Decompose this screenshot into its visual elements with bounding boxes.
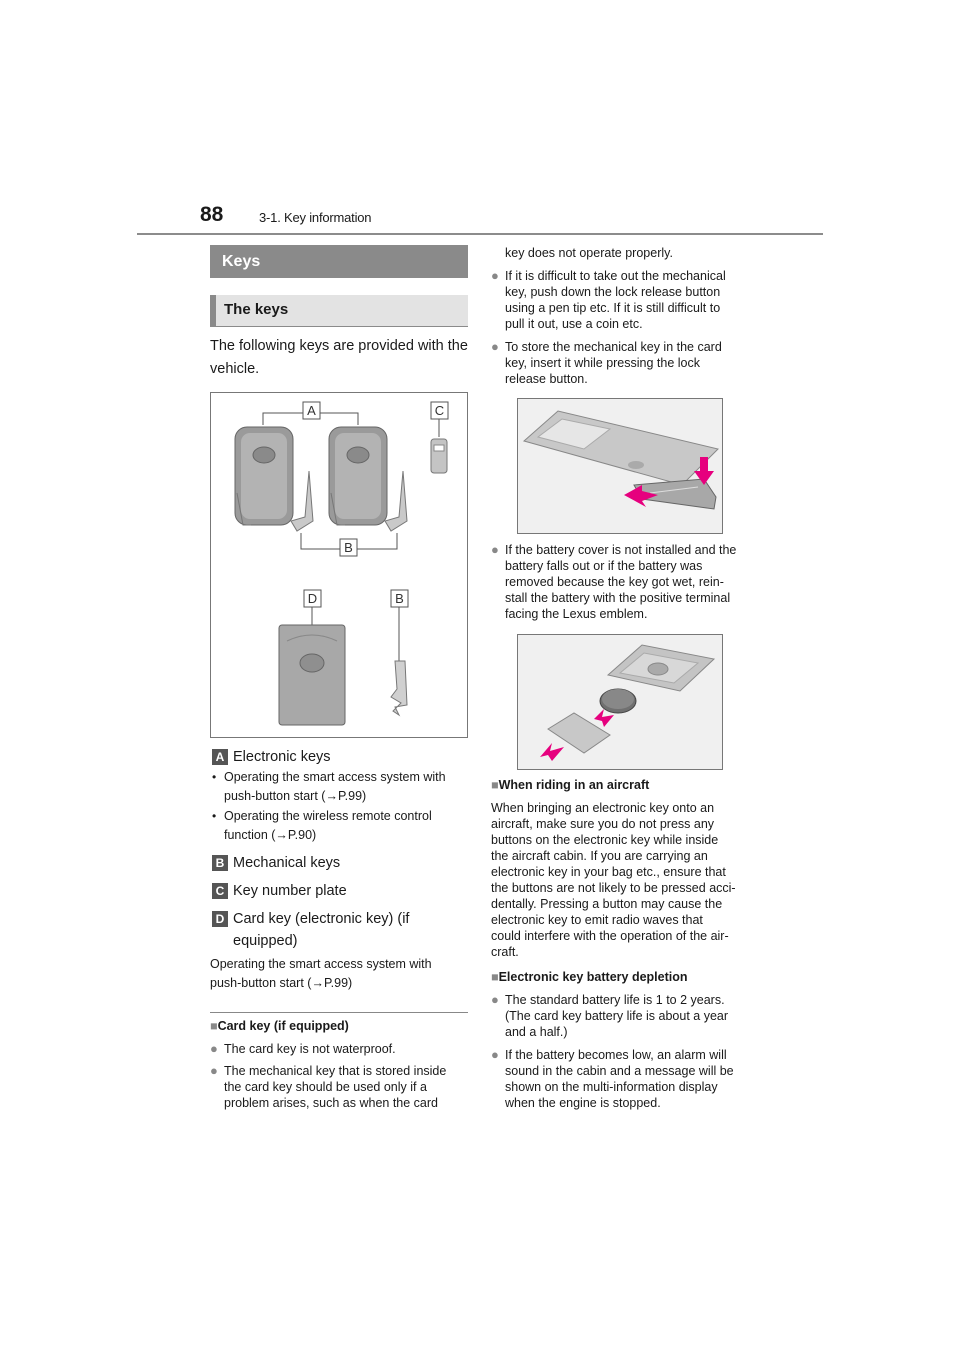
legend-label-d: Card key (electronic key) (if (233, 911, 410, 927)
release-line4: pull it out, use a coin etc. (505, 317, 643, 331)
aircraft-line5: electronic key in your bag etc., ensure that (491, 865, 726, 879)
mechanical-key-card (391, 661, 407, 715)
legend-badge-d: D (212, 911, 228, 927)
battery-line4: stall the battery with the positive terminal (505, 591, 731, 605)
depletion-2-line2: sound in the cabin and a message will be (505, 1064, 734, 1078)
section-name: 3-1. Key information (259, 210, 372, 225)
store-line3: release button. (505, 372, 588, 386)
circle-bullet: ● (491, 268, 499, 283)
depletion-heading-text: Electronic key battery depletion (498, 970, 688, 984)
battery-install-illustration (517, 634, 723, 770)
card-key-item-2-line3: problem arises, such as when the card (224, 1096, 438, 1110)
depletion-2-line1: If the battery becomes low, an alarm will (505, 1048, 727, 1062)
electronic-key-left (235, 427, 313, 531)
circle-bullet: ● (210, 1063, 218, 1078)
mechanical-key-insert-illustration (517, 398, 723, 534)
square-bullet: ■ (491, 970, 499, 984)
sub-bullet: • (212, 770, 217, 784)
sub-item-1-line2: push-button start (→P.99) (224, 789, 367, 803)
card-key-item-1 (210, 1041, 470, 1059)
release-item (491, 268, 761, 334)
circle-bullet: ● (491, 1047, 499, 1062)
card-key (279, 625, 345, 725)
header-rule (137, 233, 823, 235)
card-key-item-2-line1: The mechanical key that is stored inside (224, 1064, 447, 1078)
figure-label-a: A (307, 403, 316, 418)
figure-label-c: C (434, 403, 445, 418)
card-note-line2: push-button start (→P.99) (210, 976, 353, 990)
card-note-line1: Operating the smart access system with (210, 957, 432, 971)
page-number: 88 (200, 203, 224, 226)
card-key-item-2 (210, 1063, 470, 1115)
card-key-item-1-text: The card key is not waterproof. (224, 1042, 396, 1056)
coin-battery (600, 689, 636, 713)
depletion-item-1 (491, 992, 761, 1042)
release-line2: key, push down the lock release button (505, 285, 721, 299)
sub-item-2-line2: function (→P.90) (224, 828, 317, 842)
square-bullet: ■ (210, 1019, 218, 1033)
battery-line1: If the battery cover is not installed and the (505, 543, 737, 557)
aircraft-line10: craft. (491, 945, 519, 959)
legend-label-a: Electronic keys (233, 749, 331, 765)
aircraft-line3: buttons on the electronic key while inside (491, 833, 719, 847)
figure-label-b-lower: B (395, 591, 404, 606)
aircraft-line6: the buttons are not likely to be pressed acci- (491, 881, 736, 895)
store-line1: To store the mechanical key in the card (505, 340, 722, 354)
battery-line3: removed because the key got wet, rein- (505, 575, 724, 589)
key-number-plate (431, 439, 447, 473)
sub-item-1-line1: Operating the smart access system with (224, 770, 446, 784)
depletion-1-line3: and a half.) (505, 1025, 568, 1039)
depletion-item-2 (491, 1047, 761, 1113)
keys-illustration (210, 392, 468, 738)
aircraft-line9: could interfere with the operation of the air- (491, 929, 729, 943)
store-item (491, 339, 761, 389)
divider (210, 1012, 468, 1013)
circle-bullet: ● (491, 339, 499, 354)
legend-badge-c: C (212, 883, 228, 899)
card-key-heading-text: Card key (if equipped) (217, 1019, 349, 1033)
card-key-heading (210, 1018, 349, 1034)
figure-label-d: D (307, 591, 318, 606)
intro-text: The following keys are provided with the vehicle. (210, 338, 468, 377)
aircraft-heading (491, 777, 649, 793)
square-bullet: ■ (491, 778, 499, 792)
legend-label-d-cont: equipped) (233, 933, 298, 949)
aircraft-heading-text: When riding in an aircraft (498, 778, 650, 792)
aircraft-line8: electronic key to emit radio waves that (491, 913, 703, 927)
page-title: Keys (210, 245, 468, 278)
legend-badge-a: A (212, 749, 228, 765)
cover-arrow (540, 743, 564, 761)
circle-bullet: ● (210, 1041, 218, 1056)
depletion-1-line1: The standard battery life is 1 to 2 years. (505, 993, 725, 1007)
aircraft-line2: aircraft, make sure you do not press any (491, 817, 715, 831)
aircraft-line4: the aircraft cabin. If you are carrying an (491, 849, 708, 863)
legend-label-b: Mechanical keys (233, 855, 341, 871)
figure-label-b: B (344, 540, 353, 555)
battery-line2: battery falls out or if the battery was (505, 559, 703, 573)
release-line3: using a pen tip etc. If it is still difficult to (505, 301, 721, 315)
aircraft-line1: When bringing an electronic key onto an (491, 801, 715, 815)
circle-bullet: ● (491, 542, 499, 557)
sub-bullet: • (212, 809, 217, 823)
battery-item (491, 542, 761, 624)
release-line1: If it is difficult to take out the mechanical (505, 269, 726, 283)
legend-badge-b: B (212, 855, 228, 871)
card-key-item-2-line2: the card key should be used only if a (224, 1080, 427, 1094)
electronic-key-right (329, 427, 407, 531)
depletion-1-line2: (The card key battery life is about a year (505, 1009, 729, 1023)
depletion-2-line4: when the engine is stopped. (505, 1096, 661, 1110)
depletion-2-line3: shown on the multi-information display (505, 1080, 718, 1094)
continuation-text: key does not operate properly. (505, 246, 673, 260)
sub-item-2-line1: Operating the wireless remote control (224, 809, 432, 823)
circle-bullet: ● (491, 992, 499, 1007)
store-line2: key, insert it while pressing the lock (505, 356, 700, 370)
battery-line5: facing the Lexus emblem. (505, 607, 648, 621)
aircraft-line7: dentally. Pressing a button may cause the (491, 897, 723, 911)
section-subtitle: The keys (210, 295, 468, 327)
depletion-heading (491, 969, 688, 985)
legend-label-c: Key number plate (233, 883, 347, 899)
